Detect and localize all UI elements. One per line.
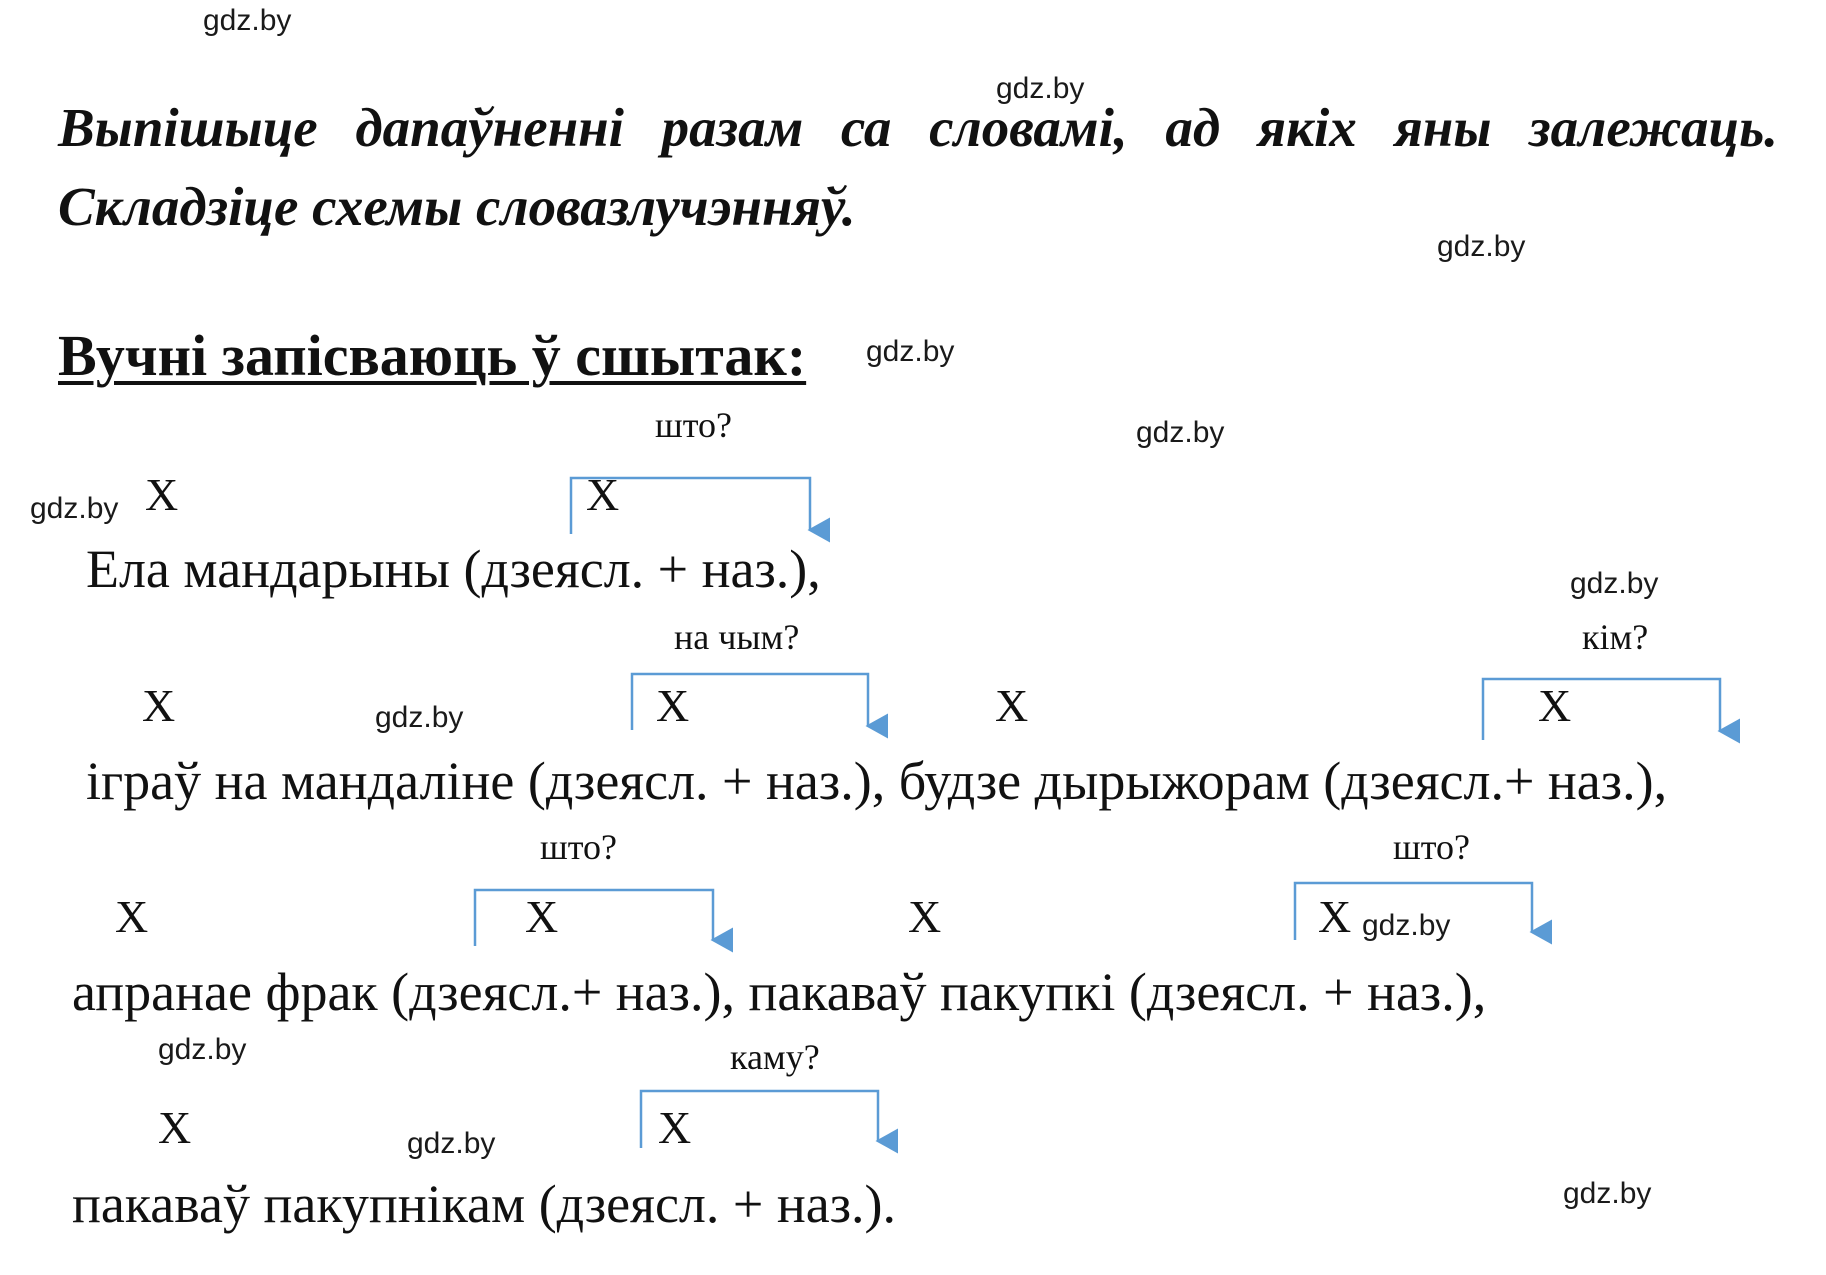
dependent-word-mark: X (1538, 680, 1572, 731)
dependent-word-mark: X (1318, 891, 1352, 942)
task-instruction-line1: Выпішыце дапаўненні разам са словамі, ад якіх яны залежаць. (58, 97, 1778, 158)
watermark: gdz.by (30, 492, 119, 525)
watermark: gdz.by (203, 4, 292, 37)
main-word-mark: X (908, 891, 942, 942)
main-word-mark: X (115, 891, 149, 942)
question-label: на чым? (674, 617, 800, 657)
watermark: gdz.by (1563, 1177, 1652, 1210)
question-label: каму? (730, 1037, 820, 1077)
text-line-3: апранае фрак (дзеясл.+ наз.), пакаваў пакупкі (дзеясл. + наз.), (72, 962, 1487, 1022)
main-word-mark: X (142, 680, 176, 731)
watermark: gdz.by (866, 335, 955, 368)
main-word-mark: X (158, 1102, 192, 1153)
watermark: gdz.by (996, 72, 1085, 105)
watermark: gdz.by (1437, 230, 1526, 263)
arrow-bracket (475, 890, 713, 946)
dependent-word-mark: X (656, 680, 690, 731)
text-line-2: іграў на мандаліне (дзеясл. + наз.), будзе дырыжорам (дзеясл.+ наз.), (86, 751, 1668, 811)
question-label: кім? (1582, 617, 1649, 657)
dependent-word-mark: X (586, 469, 620, 520)
task-instruction-line2: Складзіце схемы словазлучэнняў. (58, 176, 856, 237)
watermark: gdz.by (375, 701, 464, 734)
watermark: gdz.by (158, 1033, 247, 1066)
dependent-word-mark: X (658, 1102, 692, 1153)
watermark: gdz.by (407, 1127, 496, 1160)
watermark: gdz.by (1570, 567, 1659, 600)
question-label: што? (1393, 827, 1470, 867)
question-label: што? (655, 405, 732, 445)
main-word-mark: X (145, 469, 179, 520)
main-word-mark: X (995, 680, 1029, 731)
text-line-4: пакаваў пакупнікам (дзеясл. + наз.). (72, 1174, 897, 1234)
text-line-1: Ела мандарыны (дзеясл. + наз.), (86, 539, 821, 599)
watermark: gdz.by (1362, 909, 1451, 942)
dependent-word-mark: X (525, 891, 559, 942)
question-label: што? (540, 827, 617, 867)
arrow-bracket (1483, 679, 1720, 740)
section-heading: Вучні запісваюць ў сшытак: (58, 323, 807, 388)
watermark: gdz.by (1136, 416, 1225, 449)
